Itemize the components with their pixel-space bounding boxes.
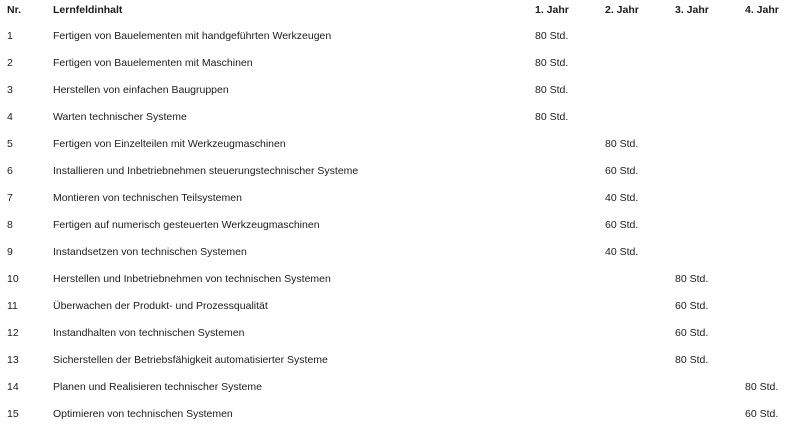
row-year-4: 60 Std. — [745, 408, 779, 420]
row-year-3: 80 Std. — [675, 273, 709, 285]
row-content: Fertigen von Bauelementen mit handgeführten Werkzeugen — [53, 30, 332, 42]
row-content: Herstellen und Inbetriebnehmen von technischen Systemen — [53, 273, 331, 285]
table-row — [0, 107, 788, 127]
row-content: Warten technischer Systeme — [53, 111, 187, 123]
row-content: Überwachen der Produkt- und Prozessqualität — [53, 300, 268, 312]
row-year-2: 40 Std. — [605, 246, 639, 258]
header-year-3: 3. Jahr — [675, 4, 709, 16]
header-year-2: 2. Jahr — [605, 4, 639, 16]
row-nr: 8 — [7, 219, 13, 231]
table-row — [0, 26, 788, 46]
table-header — [0, 0, 788, 20]
row-content: Instandhalten von technischen Systemen — [53, 327, 245, 339]
header-year-4: 4. Jahr — [745, 4, 779, 16]
row-content: Planen und Realisieren technischer Systeme — [53, 381, 262, 393]
table-row — [0, 350, 788, 370]
header-nr: Nr. — [7, 4, 22, 16]
table-row — [0, 215, 788, 235]
row-year-1: 80 Std. — [535, 57, 569, 69]
row-nr: 15 — [7, 408, 19, 420]
row-content: Instandsetzen von technischen Systemen — [53, 246, 247, 258]
row-content: Installieren und Inbetriebnehmen steuerungstechnischer Systeme — [53, 165, 359, 177]
table-row — [0, 404, 788, 424]
header-year-1: 1. Jahr — [535, 4, 569, 16]
table-row — [0, 269, 788, 289]
row-content: Fertigen von Bauelementen mit Maschinen — [53, 57, 253, 69]
row-nr: 14 — [7, 381, 19, 393]
row-year-2: 60 Std. — [605, 219, 639, 231]
row-content: Sicherstellen der Betriebsfähigkeit automatisierter Systeme — [53, 354, 328, 366]
row-year-3: 60 Std. — [675, 327, 709, 339]
row-nr: 6 — [7, 165, 13, 177]
row-nr: 4 — [7, 111, 13, 123]
table-row — [0, 188, 788, 208]
row-content: Montieren von technischen Teilsystemen — [53, 192, 242, 204]
row-content: Fertigen von Einzelteilen mit Werkzeugmaschinen — [53, 138, 286, 150]
table-row — [0, 242, 788, 262]
row-nr: 1 — [7, 30, 13, 42]
table-row — [0, 296, 788, 316]
row-year-2: 40 Std. — [605, 192, 639, 204]
table-row — [0, 53, 788, 73]
row-nr: 10 — [7, 273, 19, 285]
row-year-3: 60 Std. — [675, 300, 709, 312]
row-year-2: 80 Std. — [605, 138, 639, 150]
row-year-3: 80 Std. — [675, 354, 709, 366]
row-nr: 2 — [7, 57, 13, 69]
row-nr: 12 — [7, 327, 19, 339]
row-content: Herstellen von einfachen Baugruppen — [53, 84, 229, 96]
table-row — [0, 134, 788, 154]
row-content: Optimieren von technischen Systemen — [53, 408, 233, 420]
row-year-2: 60 Std. — [605, 165, 639, 177]
row-year-1: 80 Std. — [535, 111, 569, 123]
table-row — [0, 377, 788, 397]
row-year-4: 80 Std. — [745, 381, 779, 393]
row-nr: 13 — [7, 354, 19, 366]
row-nr: 5 — [7, 138, 13, 150]
row-year-1: 80 Std. — [535, 30, 569, 42]
row-nr: 9 — [7, 246, 13, 258]
table-row — [0, 323, 788, 343]
row-year-1: 80 Std. — [535, 84, 569, 96]
table-row — [0, 80, 788, 100]
row-nr: 11 — [7, 300, 18, 312]
table-row — [0, 161, 788, 181]
header-content: Lernfeldinhalt — [53, 4, 123, 16]
row-nr: 7 — [7, 192, 13, 204]
row-nr: 3 — [7, 84, 13, 96]
row-content: Fertigen auf numerisch gesteuerten Werkzeugmaschinen — [53, 219, 320, 231]
